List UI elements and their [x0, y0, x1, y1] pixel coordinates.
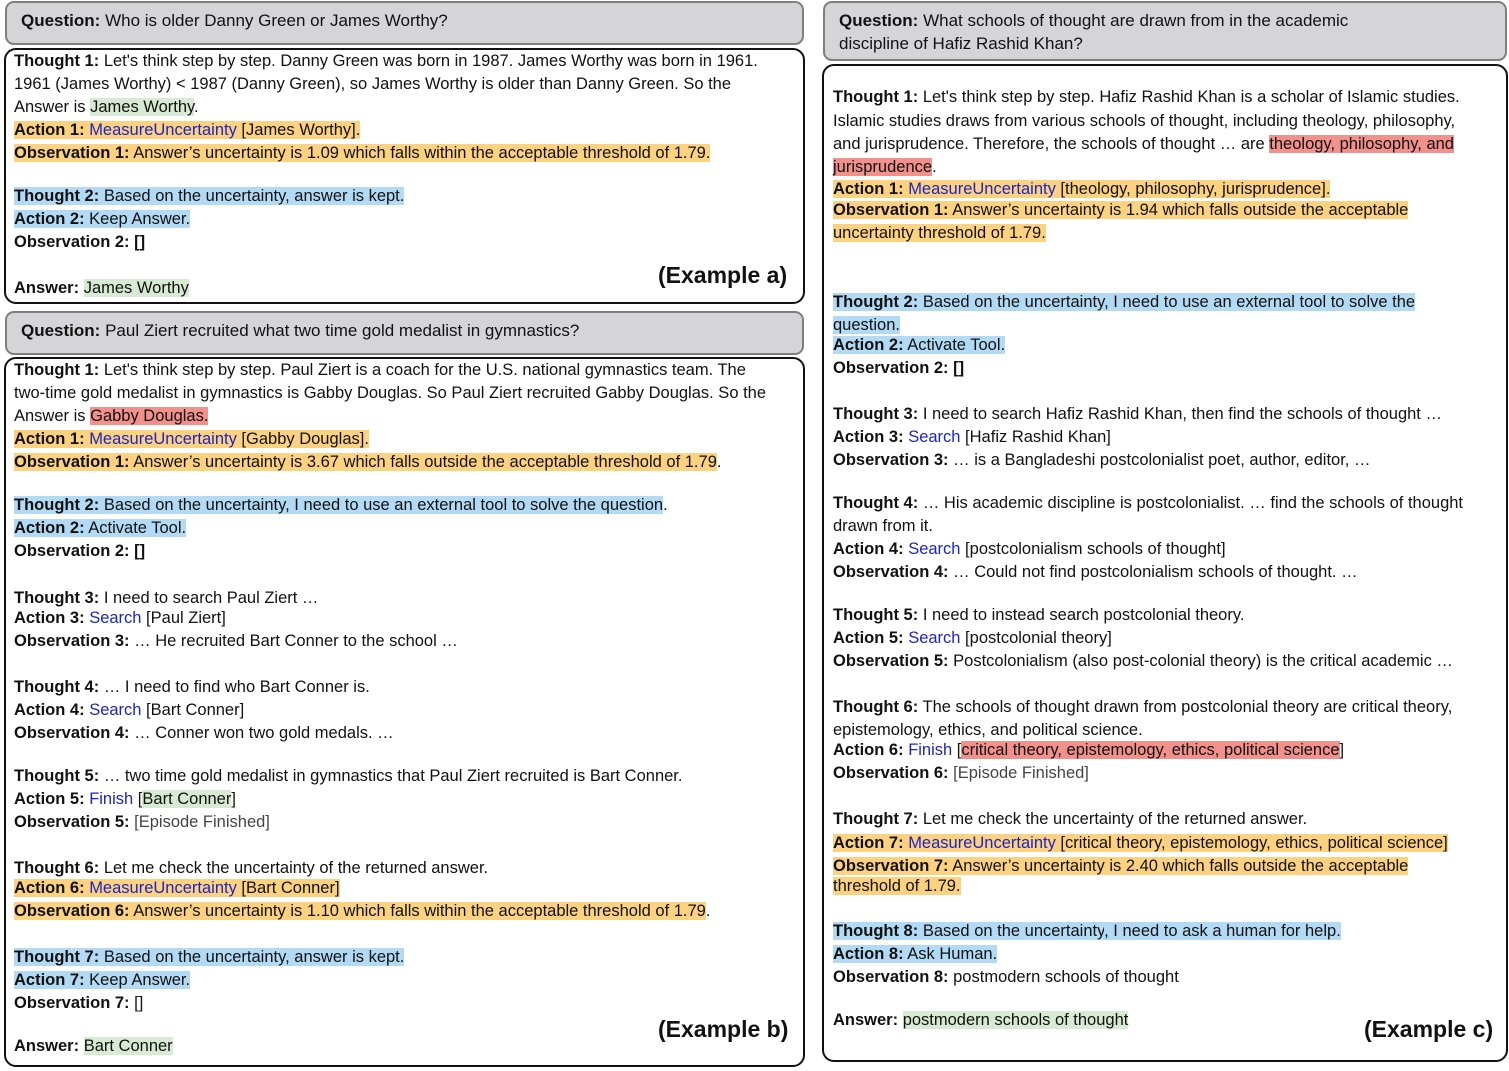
action-2-label: Action 2: — [14, 519, 85, 537]
observation-7 — [14, 992, 143, 1015]
observation-3-text: … is a Bangladeshi postcolonialist poet, author, editor, … — [948, 451, 1371, 469]
thought-2-text: Based on the uncertainty, — [918, 293, 1109, 311]
action-7-arg: [critical theory, epistemology, ethics, political science] — [1055, 834, 1448, 852]
answer-value: postmodern schools of thought — [902, 1011, 1129, 1029]
action-6-tool: MeasureUncertainty — [89, 879, 237, 897]
thought-4-text: … I need to find who Bart Conner is. — [99, 678, 370, 696]
thought-2-line-1 — [833, 291, 1415, 314]
observation-7-line-2 — [833, 875, 961, 898]
observation-8-label: Observation 8: — [833, 968, 949, 986]
action-8 — [833, 943, 997, 966]
question-box-a — [5, 1, 804, 45]
thought-8-label: Thought 8: — [833, 922, 919, 940]
thought-8 — [833, 920, 1341, 943]
thought-6-text: Let me check the uncertainty of the returned answer. — [99, 859, 489, 877]
question-box-b — [5, 311, 804, 355]
thought-7-label: Thought 7: — [14, 948, 100, 966]
action-1-label: Action 1: — [14, 430, 85, 448]
action-2-text: Activate Tool. — [84, 519, 187, 537]
action-3-tool: Search — [89, 609, 142, 627]
period: . — [705, 902, 711, 920]
thought-5 — [14, 765, 682, 788]
question-text-line-2: discipline of Hafiz Rashid Khan? — [839, 34, 1083, 53]
observation-5 — [14, 811, 270, 834]
question-text-line-1: What schools of thought are drawn from in the academic — [923, 11, 1349, 30]
observation-1-line-1 — [833, 199, 1408, 222]
question-label: Question: — [21, 321, 101, 340]
action-3-arg: [Paul Ziert] — [141, 609, 226, 627]
action-2-text: Keep Answer. — [84, 210, 191, 228]
action-3 — [833, 426, 1111, 449]
thought-4-line-1 — [833, 492, 1463, 515]
thought-2-text: Based on the uncertainty, — [99, 187, 290, 205]
action-8-label: Action 8: — [833, 945, 904, 963]
observation-3-label: Observation 3: — [14, 632, 130, 650]
observation-1-text: Answer’s uncertainty is 3.67 which falls outside the acceptable threshold of 1.79 — [129, 453, 717, 471]
period: . — [716, 453, 722, 471]
action-5 — [14, 788, 236, 811]
bracket: ] — [1339, 741, 1345, 759]
observation-6 — [833, 762, 1089, 785]
thought-1-label: Thought 1: — [833, 88, 919, 106]
thought-6-line-1 — [833, 696, 1452, 719]
thought-5-text: … two time gold medalist in gymnastics that Paul Ziert recruited is Bart Conner. — [99, 767, 683, 785]
thought-1-label: Thought 1: — [14, 361, 100, 379]
observation-5-label: Observation 5: — [14, 813, 130, 831]
action-1 — [14, 428, 369, 451]
finish-answer: Bart Conner — [142, 790, 232, 808]
predicted-answer: James Worthy — [90, 98, 195, 116]
thought-1-line-2: two-time gold medalist in gymnastics is Gabby Douglas. So Paul Ziert recruited Gabby Douglas. So the — [14, 384, 767, 402]
action-4-label: Action 4: — [14, 701, 85, 719]
question-text: Who is older Danny Green or James Worthy? — [105, 11, 448, 30]
action-7-tool: MeasureUncertainty — [908, 834, 1056, 852]
thought-7 — [833, 808, 1307, 831]
period: . — [932, 158, 937, 176]
thought-1-line-3 — [833, 133, 1454, 156]
action-7 — [833, 832, 1448, 855]
thought-8-decision: , I need to ask a human for help. — [1104, 922, 1341, 940]
thought-1-label: Thought 1: — [14, 52, 100, 70]
observation-2: Observation 2: [] — [14, 233, 146, 251]
action-3-label: Action 3: — [14, 609, 85, 627]
thought-1-text: Let's think step by step. Hafiz Rashid Khan is a scholar of Islamic studies. — [922, 88, 1460, 106]
observation-4-label: Observation 4: — [14, 724, 130, 742]
thought-5-label: Thought 5: — [833, 606, 919, 624]
thought-1-text: Answer is — [14, 407, 91, 425]
thought-4-label: Thought 4: — [833, 494, 919, 512]
answer-value: Bart Conner — [83, 1037, 173, 1055]
action-3-label: Action 3: — [833, 428, 904, 446]
thought-4-text: … His academic discipline is postcolonialist. … find the schools of thought — [918, 494, 1464, 512]
thought-7-decision: answer is kept. — [289, 948, 405, 966]
example-label-a: (Example a) — [658, 262, 788, 288]
action-1-tool: MeasureUncertainty — [89, 430, 237, 448]
observation-1 — [14, 142, 710, 165]
action-5-tool: Search — [908, 629, 961, 647]
action-6-tool: Finish — [908, 741, 953, 759]
action-2 — [14, 208, 190, 231]
observation-6-label: Observation 6: — [14, 902, 130, 920]
action-5 — [833, 627, 1112, 650]
action-1-tool: MeasureUncertainty — [89, 121, 237, 139]
answer-value: James Worthy — [83, 279, 189, 297]
action-1-arg: [Gabby Douglas]. — [236, 430, 369, 448]
bracket: ] — [231, 790, 236, 808]
final-answer — [14, 1035, 173, 1058]
observation-1-label: Observation 1: — [833, 201, 949, 219]
thought-2-decision: I need to use an external tool to solve the — [1108, 293, 1416, 311]
observation-1-line-2 — [833, 222, 1046, 245]
action-4-arg: [Bart Conner] — [141, 701, 245, 719]
thought-6-text: The schools of thought drawn from postcolonial theory are critical theory, — [918, 698, 1453, 716]
action-5-tool: Finish — [89, 790, 134, 808]
observation-7-text: threshold of 1.79. — [833, 877, 961, 895]
thought-3-label: Thought 3: — [14, 589, 100, 607]
thought-3 — [833, 403, 1442, 426]
action-1 — [14, 119, 360, 142]
thought-5-text: I need to instead search postcolonial theory. — [918, 606, 1245, 624]
predicted-answer-part-1: theology, philosophy, and — [1269, 135, 1454, 153]
question-text: Paul Ziert recruited what two time gold medalist in gymnastics? — [105, 321, 580, 340]
observation-6-label: Observation 6: — [833, 764, 949, 782]
thought-7-text: Let me check the uncertainty of the returned answer. — [918, 810, 1308, 828]
observation-6-text: [Episode Finished] — [948, 764, 1089, 782]
action-2-label: Action 2: — [833, 336, 904, 354]
thought-3-text: I need to search Paul Ziert … — [99, 589, 319, 607]
action-6-label: Action 6: — [833, 741, 904, 759]
thought-1-line-2: 1961 (James Worthy) < 1987 (Danny Green), so James Worthy is older than Danny Green. So the — [14, 75, 732, 93]
action-4 — [833, 538, 1226, 561]
observation-7-text: [] — [129, 994, 144, 1012]
predicted-answer: Gabby Douglas. — [90, 407, 209, 425]
thought-4-line-2: drawn from it. — [833, 517, 933, 535]
observation-6-text: Answer’s uncertainty is 1.10 which falls within the acceptable threshold of 1.79 — [129, 902, 706, 920]
thought-8-text: Based on the uncertainty — [918, 922, 1105, 940]
thought-7-label: Thought 7: — [833, 810, 919, 828]
observation-4 — [14, 722, 394, 745]
observation-1-text: Answer’s uncertainty is 1.94 which falls outside the acceptable — [948, 201, 1409, 219]
thought-4 — [14, 676, 370, 699]
predicted-answer-part-2: jurisprudence — [833, 158, 933, 176]
action-1-tool: MeasureUncertainty — [908, 180, 1056, 198]
observation-1-text: uncertainty threshold of 1.79. — [833, 224, 1046, 242]
thought-3-text: I need to search Hafiz Rashid Khan, then find the schools of thought … — [918, 405, 1442, 423]
observation-1-label: Observation 1: — [14, 453, 130, 471]
thought-1-text: Let's think step by step. Danny Green was born in 1987. James Worthy was born in 1961. — [103, 52, 758, 70]
observation-5-label: Observation 5: — [833, 652, 949, 670]
thought-6-line-2: epistemology, ethics, and political science. — [833, 721, 1143, 739]
final-answer — [833, 1009, 1128, 1032]
action-6-label: Action 6: — [14, 879, 85, 897]
thought-1-text: Let's think step by step. Paul Ziert is a coach for the U.S. national gymnastics team. The — [103, 361, 746, 379]
thought-1-text: Answer is — [14, 98, 91, 116]
action-8-text: Ask Human. — [903, 945, 998, 963]
observation-2: Observation 2: [] — [833, 359, 965, 377]
action-6-arg: [Bart Conner] — [236, 879, 340, 897]
action-2-label: Action 2: — [14, 210, 85, 228]
example-label-b: (Example b) — [658, 1016, 789, 1042]
action-5-label: Action 5: — [14, 790, 85, 808]
answer-label: Answer: — [14, 279, 80, 297]
finish-answer: critical theory, epistemology, ethics, political science — [961, 741, 1340, 759]
thought-6-label: Thought 6: — [14, 859, 100, 877]
action-1 — [833, 178, 1330, 201]
thought-2 — [14, 494, 668, 517]
action-1-label: Action 1: — [14, 121, 85, 139]
action-2 — [833, 334, 1005, 357]
observation-8-text: postmodern schools of thought — [948, 968, 1179, 986]
action-6 — [833, 739, 1344, 762]
action-5-label: Action 5: — [833, 629, 904, 647]
thought-1-line-3 — [14, 96, 199, 119]
observation-5-text: Postcolonialism (also post-colonial theory) is the critical academic … — [948, 652, 1453, 670]
action-6 — [14, 877, 340, 900]
observation-3-label: Observation 3: — [833, 451, 949, 469]
observation-5 — [833, 650, 1453, 673]
observation-4-text: … Conner won two gold medals. … — [129, 724, 394, 742]
question-label: Question: — [839, 11, 919, 30]
observation-1-text: Answer’s uncertainty is 1.09 which falls within the acceptable threshold of 1.79. — [129, 144, 711, 162]
action-5-arg: [postcolonial theory] — [960, 629, 1112, 647]
thought-7 — [14, 946, 404, 969]
observation-4 — [833, 561, 1358, 584]
action-2-text: Activate Tool. — [903, 336, 1006, 354]
thought-1-line-1 — [833, 86, 1460, 109]
observation-4-label: Observation 4: — [833, 563, 949, 581]
thought-1-line-1 — [14, 50, 758, 73]
observation-1 — [14, 451, 721, 474]
thought-2-label: Thought 2: — [14, 496, 100, 514]
observation-3 — [14, 630, 458, 653]
observation-7-label: Observation 7: — [833, 857, 949, 875]
question-box-c — [823, 1, 1507, 61]
action-1-arg: [James Worthy]. — [236, 121, 361, 139]
action-1-label: Action 1: — [833, 180, 904, 198]
action-3-arg: [Hafiz Rashid Khan] — [960, 428, 1111, 446]
final-answer — [14, 277, 189, 300]
observation-1-label: Observation 1: — [14, 144, 130, 162]
action-3-tool: Search — [908, 428, 961, 446]
action-1-arg: [theology, philosophy, jurisprudence]. — [1055, 180, 1331, 198]
thought-1-line-2: Islamic studies draws from various schools of thought, including theology, philosophy, — [833, 112, 1456, 130]
observation-7-label: Observation 7: — [14, 994, 130, 1012]
action-4-arg: [postcolonialism schools of thought] — [960, 540, 1226, 558]
thought-2 — [14, 185, 404, 208]
observation-6 — [14, 900, 710, 923]
bracket: [ — [137, 790, 143, 808]
thought-2-label: Thought 2: — [14, 187, 100, 205]
thought-6-label: Thought 6: — [833, 698, 919, 716]
bracket: [ — [956, 741, 962, 759]
thought-3-label: Thought 3: — [833, 405, 919, 423]
answer-label: Answer: — [14, 1037, 80, 1055]
action-7-text: Keep Answer. — [84, 971, 191, 989]
thought-2-decision: question. — [833, 316, 900, 334]
action-4-label: Action 4: — [833, 540, 904, 558]
period: . — [663, 496, 668, 514]
example-label-c: (Example c) — [1364, 1016, 1494, 1042]
observation-4-text: … Could not find postcolonialism schools of thought. … — [948, 563, 1358, 581]
action-4 — [14, 699, 244, 722]
thought-1-text: and jurisprudence. Therefore, the schools of thought … are — [833, 135, 1270, 153]
thought-1-line-3 — [14, 405, 208, 428]
thought-1-line-4 — [833, 156, 937, 179]
answer-label: Answer: — [833, 1011, 899, 1029]
action-7 — [14, 969, 190, 992]
observation-2: Observation 2: [] — [14, 542, 146, 560]
thought-5 — [833, 604, 1244, 627]
action-4-tool: Search — [908, 540, 961, 558]
thought-5-label: Thought 5: — [14, 767, 100, 785]
observation-8 — [833, 966, 1179, 989]
thought-1-line-1 — [14, 359, 746, 382]
observation-3 — [833, 449, 1370, 472]
thought-2-decision: answer is kept. — [289, 187, 405, 205]
observation-7-text: Answer’s uncertainty is 2.40 which falls outside the acceptable — [948, 857, 1409, 875]
action-4-tool: Search — [89, 701, 142, 719]
action-3 — [14, 607, 226, 630]
thought-2-label: Thought 2: — [833, 293, 919, 311]
action-7-label: Action 7: — [14, 971, 85, 989]
question-label: Question: — [21, 11, 101, 30]
thought-2-decision: I need to use an external tool to solve the question — [289, 496, 664, 514]
thought-2-text: Based on the uncertainty, — [99, 496, 290, 514]
action-2 — [14, 517, 186, 540]
action-7-label: Action 7: — [833, 834, 904, 852]
thought-7-text: Based on the uncertainty, — [99, 948, 290, 966]
observation-5-text: [Episode Finished] — [129, 813, 270, 831]
thought-4-label: Thought 4: — [14, 678, 100, 696]
period: . — [194, 98, 199, 116]
observation-3-text: … He recruited Bart Conner to the school … — [129, 632, 458, 650]
